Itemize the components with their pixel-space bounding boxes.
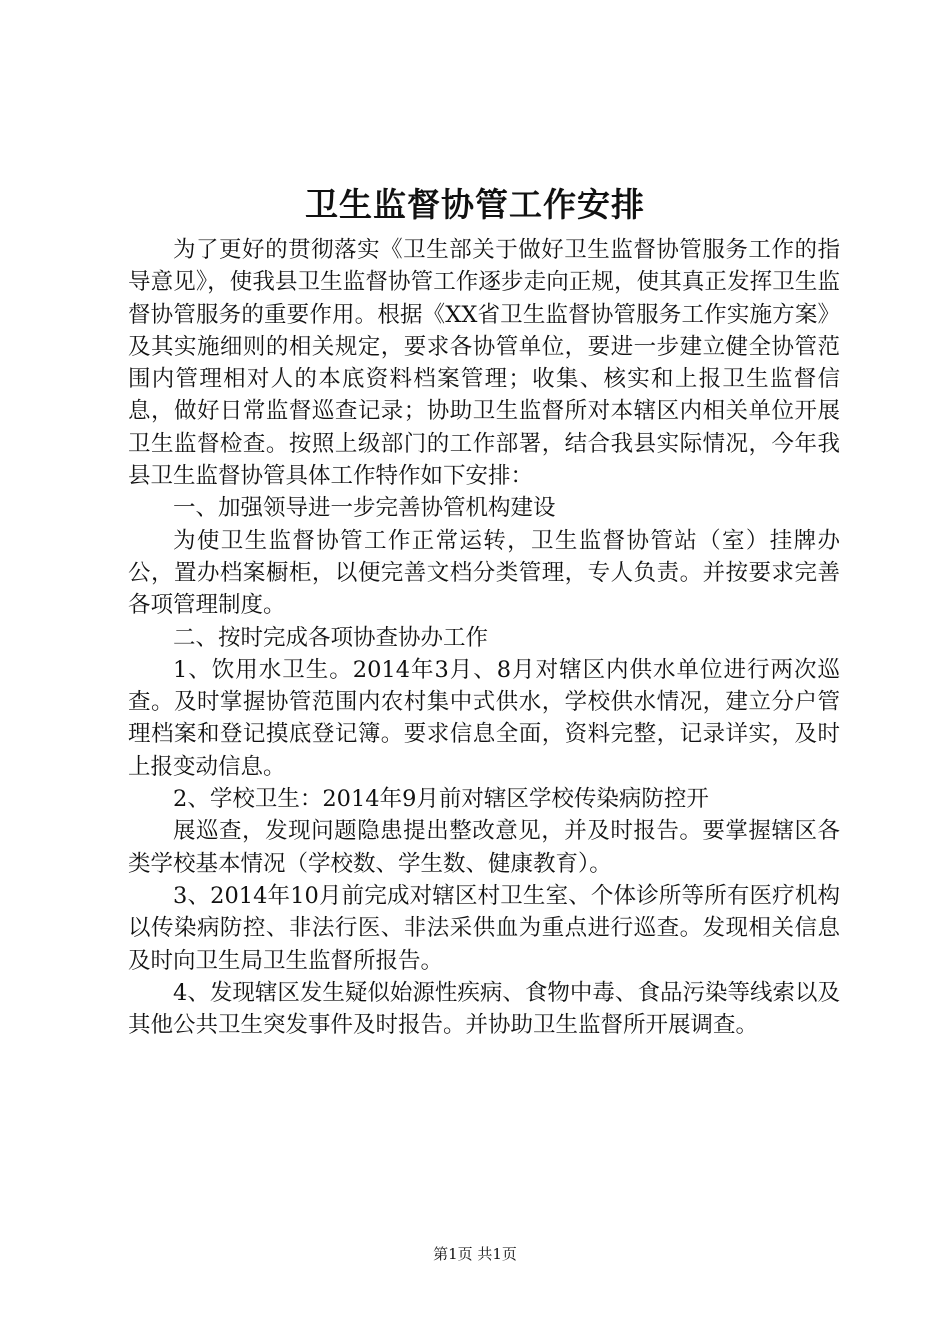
page-footer: 第1页 共1页 — [433, 1245, 517, 1263]
page-title: 卫生监督协管工作安排 — [305, 185, 645, 224]
item-1-paragraph: 1、饮用水卫生。2014年3月、8月对辖区内供水单位进行两次巡查。及时掌握协管范围内农村集中式供水，学校供水情况，建立分户管理档案和登记摸底登记簿。要求信息全面，资料完整，记录详实，及时上报变动信息。 — [128, 656, 840, 780]
item-4-paragraph: 4、发现辖区发生疑似始源性疾病、食物中毒、食品污染等线索以及其他公共卫生突发事件及时报告。并协助卫生监督所开展调查。 — [128, 979, 840, 1039]
intro-paragraph: 为了更好的贯彻落实《卫生部关于做好卫生监督协管服务工作的指导意见》，使我县卫生监督协管工作逐步走向正规，使其真正发挥卫生监督协管服务的重要作用。根据《XX省卫生监督协管服务工作实施方案》及其实施细则的相关规定，要求各协管单位，要进一步建立健全协管范围内管理相对人的本底资料档案管理；收集、核实和上报卫生监督信息，做好日常监督巡查记录；协助卫生监督所对本辖区内相关单位开展卫生监督检查。按照上级部门的工作部署，结合我县实际情况，今年我县卫生监督协管具体工作特作如下安排： — [128, 237, 840, 490]
section-1-paragraph: 为使卫生监督协管工作正常运转，卫生监督协管站（室）挂牌办公，置办档案橱柜，以便完善文档分类管理，专人负责。并按要求完善各项管理制度。 — [128, 527, 840, 619]
item-3-paragraph: 3、2014年10月前完成对辖区村卫生室、个体诊所等所有医疗机构以传染病防控、非法行医、非法采供血为重点进行巡查。发现相关信息及时向卫生局卫生监督所报告。 — [128, 882, 840, 974]
item-2-paragraph: 2、学校卫生：2014年9月前对辖区学校传染病防控开 — [173, 786, 709, 813]
section-heading-1: 一、加强领导进一步完善协管机构建设 — [173, 495, 556, 522]
item-2-continuation: 展巡查，发现问题隐患提出整改意见，并及时报告。要掌握辖区各类学校基本情况（学校数、学生数、健康教育）。 — [128, 818, 840, 877]
section-heading-2: 二、按时完成各项协查协办工作 — [173, 624, 489, 651]
document-body — [128, 234, 840, 1041]
